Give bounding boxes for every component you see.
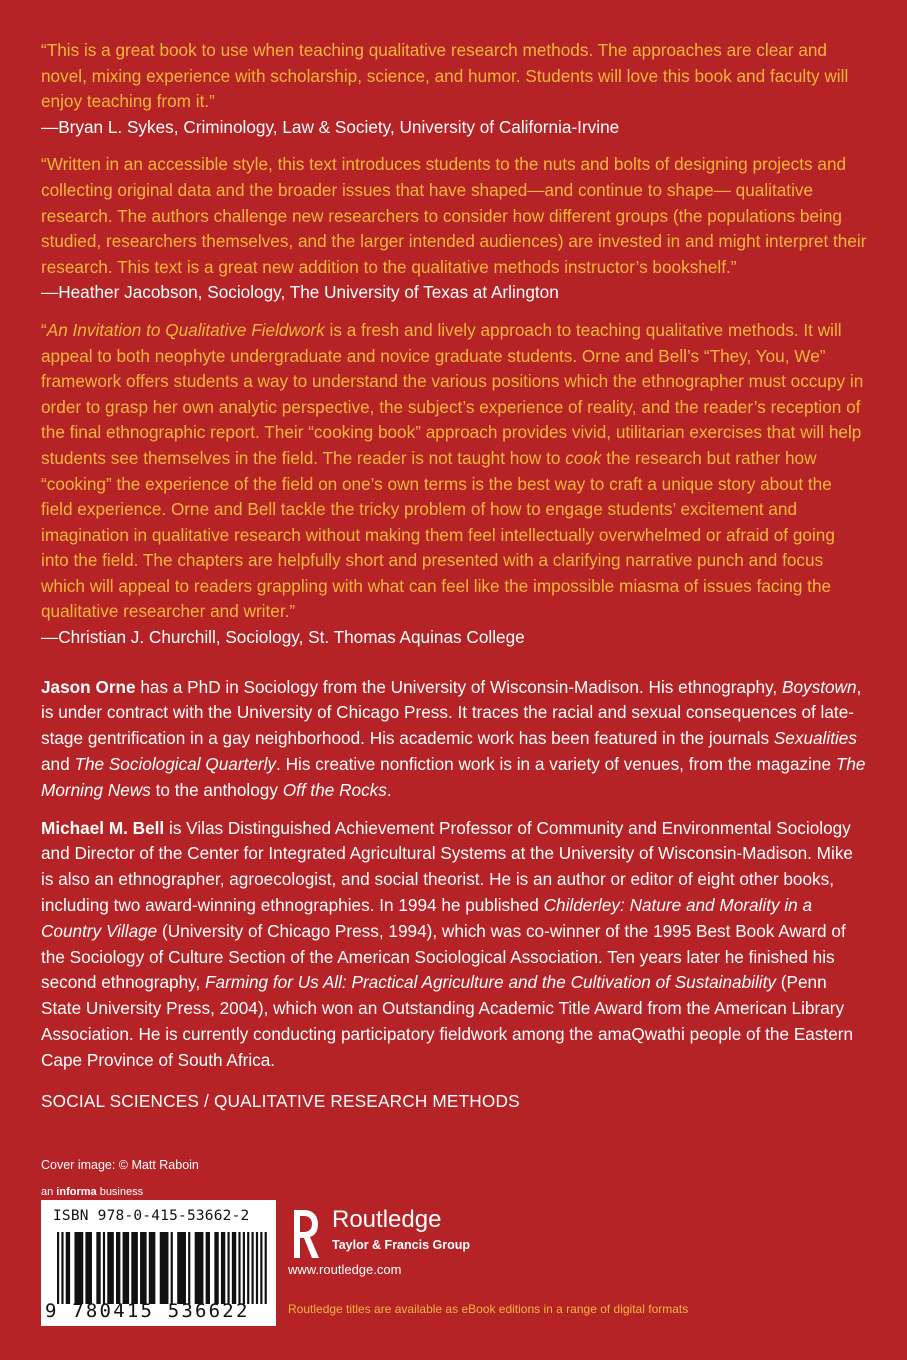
bio-italic: Childerley: Nature and Morality in a Country Village [41,895,813,941]
barcode-bar [85,1232,92,1304]
informa-tagline [41,1186,143,1198]
barcode-bar [214,1232,218,1304]
barcode-bar [243,1232,245,1304]
barcode-bar [66,1232,70,1304]
publisher-name: Routledge [332,1206,442,1233]
ebook-note: Routledge titles are available as eBook editions in a range of digital formats [288,1302,689,1316]
publisher-logo [288,1204,488,1264]
review-quote-1: “This is a great book to use when teaching qualitative research methods. The approaches are clear and novel, mixing experience with scholarship, science, and humor. Students will love this book and faculty will enjoy teaching from it.” [41,40,849,112]
quote-open-mark: “ [41,319,47,340]
bio-text: (University of Chicago Press, 1994), which was co-winner of the 1995 Best Book Award of the Sociology of Culture Section of the American Sociological Association. Ten years later he finished his second ethnography, [41,920,846,993]
ean-digits: 9 780415 536622 [45,1300,250,1322]
barcode-bar [131,1232,138,1304]
bio-orne [41,675,867,804]
cover-image-credit: Cover image: © Matt Raboin [41,1158,199,1172]
barcode-bar [206,1232,210,1304]
routledge-r-icon [288,1206,322,1262]
barcode-bar [177,1232,186,1304]
author-name-orne: Jason Orne [41,676,136,697]
back-cover-content [41,38,867,1114]
barcode-bar [107,1232,114,1304]
bio-text: . His creative nonfiction work is in a variety of venues, from the magazine [276,754,836,775]
bio-italic: Sexualities [773,728,857,749]
bio-text: , is under contract with the University of Chicago Press. It traces the racial and sexual consequences of late-stage gentrification in a gay neighborhood. His academic work has been featured in the journals [41,676,862,749]
barcode-bar [61,1232,63,1304]
author-name-bell: Michael M. Bell [41,817,165,838]
review-attribution-1: —Bryan L. Sykes, Criminology, Law & Society, University of California-Irvine [41,116,620,137]
barcode-bar [57,1232,59,1304]
review-quote-3 [41,318,867,625]
quote-text-part-2: the research but rather how “cooking” the experience of the field on one’s own terms is the best way to craft a unique story about the field experience. Orne and Bell tackle the tricky problem of how to engage students’ excitement and imagination in qualitative research without making them feel intellectually overwhelmed or afraid of going into the field. The chapters are helpfully short and presented with a clarifying narrative punch and focus which will appeal to readers grappling with what can feel like the impossible miasma of issues facing the qualitative researcher and writer.” [41,447,835,622]
bio-bell [41,816,867,1074]
isbn-barcode [41,1200,276,1326]
bio-text: to the anthology [150,779,283,800]
barcode-bars [57,1232,269,1304]
subject-category: SOCIAL SCIENCES / QUALITATIVE RESEARCH METHODS [41,1090,520,1111]
bio-text: is Vilas Distinguished Achievement Professor of Community and Environmental Sociology and Director of the Center for Integrated Agricultural Systems at the University of Wisconsin-Madison. Mike is also an ethnographer, agroecologist, and social theorist. He is an author or editor of eight other books, including two award-winning ethnographies. In 1994 he published [41,817,853,916]
barcode-bar [238,1232,240,1304]
barcode-bar [227,1232,229,1304]
bio-italic: Boystown [781,676,857,697]
barcode-bar [149,1232,156,1304]
bio-text: has a PhD in Sociology from the University of Wisconsin-Madison. His ethnography, [135,676,782,697]
barcode-bar [232,1232,236,1304]
bio-text: (Penn State University Press, 2004), which won an Outstanding Academic Title Award from the American Library Association. He is currently conducting participatory fieldwork among the amaQwathi people of the Eastern Cape Province of South Africa. [41,972,854,1070]
quote-text-part-1: is a fresh and lively approach to teaching qualitative methods. It will appeal to both neophyte undergraduate and novice graduate students. Orne and Bell’s “They, You, We” framework offers students a way to understand the various positions which the ethnographer must occupy in order to grasp her own analytic perspective, the subject’s experience of reality, and the reader’s reception of the final ethnographic report. Their “cooking book” approach provides vivid, utilitarian exercises that will help students see themselves in the field. The reader is not taught how to [41,319,864,468]
informa-brand: informa [56,1186,97,1198]
barcode-bar [103,1232,105,1304]
informa-post: business [96,1186,144,1198]
barcode-bar [221,1232,225,1304]
barcode-bar [171,1232,173,1304]
bio-italic: Farming for Us All: Practical Agriculture and the Cultivation of Sustainability [205,972,776,993]
barcode-bar [256,1232,258,1304]
barcode-bar [116,1232,120,1304]
barcode-bar [252,1232,254,1304]
author-bios [41,675,867,1074]
barcode-bar [188,1232,190,1304]
barcode-bar [74,1232,83,1304]
barcode-bar [247,1232,249,1304]
publisher-group: Taylor & Francis Group [332,1238,470,1252]
barcode-bar [265,1232,267,1304]
review-attribution-3: —Christian J. Churchill, Sociology, St. Thomas Aquinas College [41,627,525,648]
barcode-bar [160,1232,169,1304]
publisher-url[interactable]: www.routledge.com [288,1262,402,1277]
barcode-bar [140,1232,147,1304]
review-quote-2: “Written in an accessible style, this text introduces students to the nuts and bolts of designing projects and collecting original data and the broader issues that have shaped—and continue to shape— qualitative research. The authors challenge new researchers to consider how different groups (the populations being studied, researchers themselves, and the larger intended audiences) are invested in and might interpret their research. This text is a great new addition to the qualitative methods instructor’s bookshelf.” [41,154,867,277]
bio-italic: The Sociological Quarterly [74,754,277,775]
bio-text: and [41,754,75,775]
informa-pre: an [41,1186,57,1198]
barcode-bar [195,1232,204,1304]
isbn-label: ISBN 978-0-415-53662-2 [53,1208,250,1224]
review-attribution-2: —Heather Jacobson, Sociology, The University of Texas at Arlington [41,282,559,303]
barcode-bar [260,1232,262,1304]
quote-cook-word: cook [565,447,602,468]
book-title: An Invitation to Qualitative Fieldwork [46,319,325,340]
barcode-bar [123,1232,130,1304]
barcode-bar [96,1232,100,1304]
bio-text: . [386,779,392,800]
bio-italic: The Morning News [41,754,866,800]
bio-italic: Off the Rocks [282,779,387,800]
